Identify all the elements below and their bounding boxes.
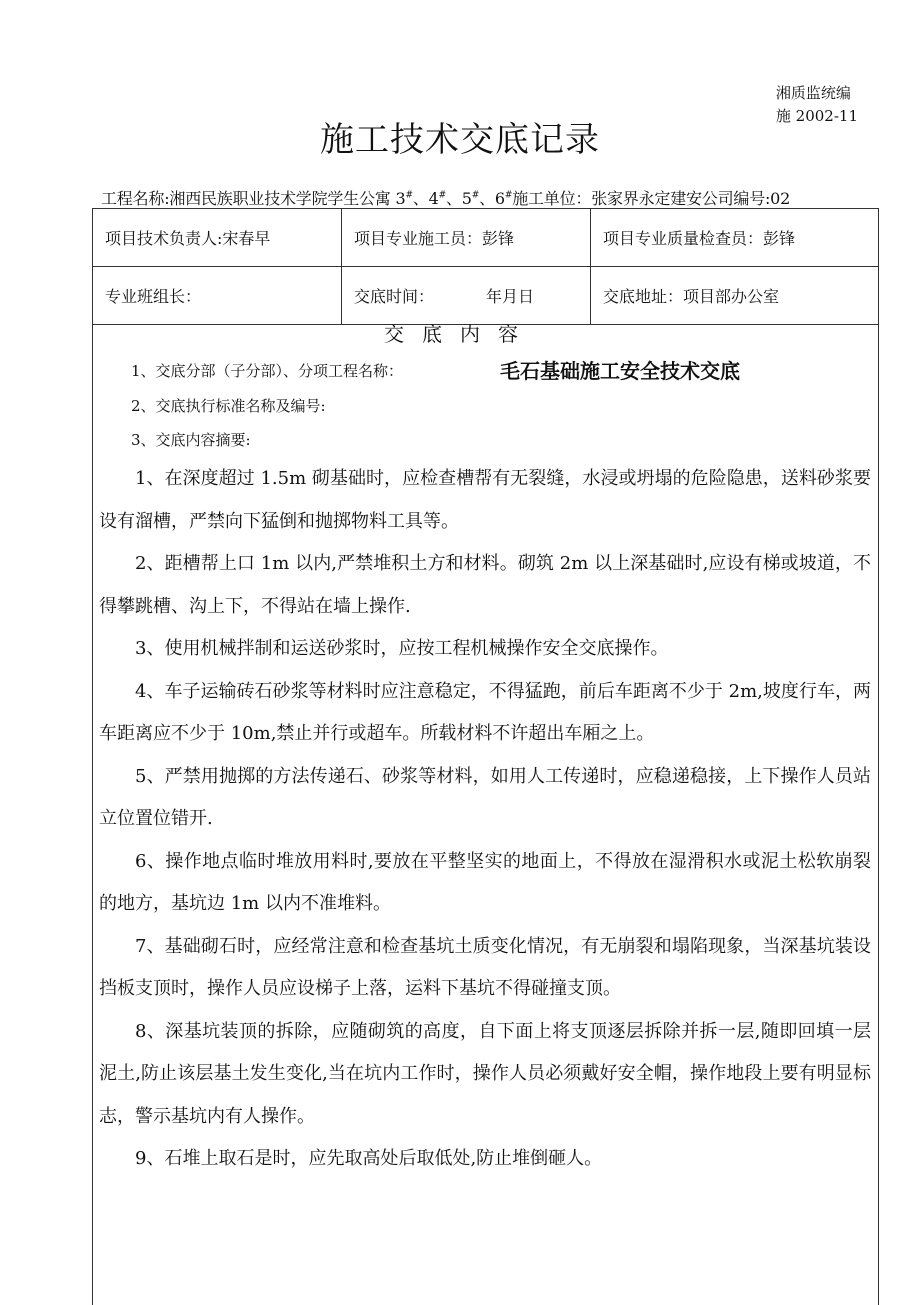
- paragraph: 4、车子运输砖石砂浆等材料时应注意稳定，不得猛跑，前后车距离不少于 2m,坡度行车，两车距离应不少于 10m,禁止并行或超车。所载材料不许超出车厢之上。: [99, 680, 871, 744]
- item-1-value: 毛石基础施工安全技术交底: [500, 359, 740, 383]
- unit-mark-2: #: [438, 190, 446, 201]
- item-1-label: 1、交底分部（子分部）、分项工程名称：: [131, 362, 404, 380]
- personnel-table: [92, 208, 879, 325]
- paragraph: 9、石堆上取石是时，应先取高处后取低处,防止堆倒砸人。: [135, 1148, 603, 1169]
- paragraph: 6、操作地点临时堆放用料时,要放在平整坚实的地面上，不得放在湿滑积水或泥土松软崩裂的地方，基坑边 1m 以内不准堆料。: [99, 850, 871, 914]
- page-title: 施工技术交底记录: [320, 120, 600, 160]
- form-code-line2: 施 2002-11: [775, 107, 858, 125]
- briefing-place-cell: 交底地址：项目部办公室: [591, 267, 879, 325]
- unit-mark-4: #: [504, 190, 513, 201]
- briefing-time-value: 年月日: [486, 287, 535, 306]
- project-name-part3: 、5: [445, 189, 472, 208]
- paragraph: 1、在深度超过 1.5m 砌基础时，应检查槽帮有无裂缝，水浸或坍塌的危险隐患，送料砂浆要设有溜槽，严禁向下猛倒和抛掷物料工具等。: [99, 468, 871, 532]
- quality-inspector-cell: 项目专业质量检查员：彭锋: [591, 209, 879, 267]
- paragraph: 8、深基坑装顶的拆除，应随砌筑的高度，自下面上将支顶逐层拆除并拆一层,随即回填一层泥土,防止该层基土发生变化,当在坑内工作时，操作人员必须戴好安全帽，操作地段上要有明显标志，警示基坑内有人操作。: [99, 1020, 871, 1127]
- form-code-line1: 湘质监统编: [775, 84, 851, 102]
- table-row: [93, 209, 879, 267]
- construction-unit-and-number: 施工单位：张家界永定建安公司编号:02: [512, 189, 791, 208]
- project-name-label: 工程名称:湘西民族职业技术学院学生公寓 3: [101, 189, 406, 208]
- item-2-label: 2、交底执行标准名称及编号:: [131, 397, 326, 415]
- briefing-content: [99, 458, 871, 1181]
- project-info-line: [101, 186, 790, 209]
- paragraph: 7、基础砌石时，应经常注意和检查基坑土质变化情况，有无崩裂和塌陷现象，当深基坑装设挡板支顶时，操作人员应设梯子上落，运料下基坑不得碰撞支顶。: [99, 935, 871, 999]
- unit-mark-1: #: [405, 190, 413, 201]
- project-name-part4: 、6: [479, 189, 505, 208]
- section-title: 交底内容: [384, 322, 536, 346]
- paragraph: 3、使用机械拌制和运送砂浆时，应按工程机械操作安全交底操作。: [135, 638, 669, 659]
- team-lead-cell: 专业班组长：: [93, 267, 342, 325]
- unit-mark-3: #: [471, 190, 480, 201]
- item-3-label: 3、交底内容摘要:: [131, 431, 251, 449]
- project-name-part2: 、4: [412, 189, 439, 208]
- paragraph: 5、严禁用抛掷的方法传递石、砂浆等材料，如用人工传递时，应稳递稳接，上下操作人员站立位置位错开.: [99, 765, 871, 829]
- site-worker-cell: 项目专业施工员：彭锋: [342, 209, 591, 267]
- briefing-time-label: 交底时间：: [354, 287, 435, 306]
- tech-lead-cell: 项目技术负责人:宋春早: [93, 209, 342, 267]
- paragraph: 2、距槽帮上口 1m 以内,严禁堆积土方和材料。砌筑 2m 以上深基础时,应设有梯或坡道，不得攀跳槽、沟上下，不得站在墙上操作.: [99, 553, 871, 617]
